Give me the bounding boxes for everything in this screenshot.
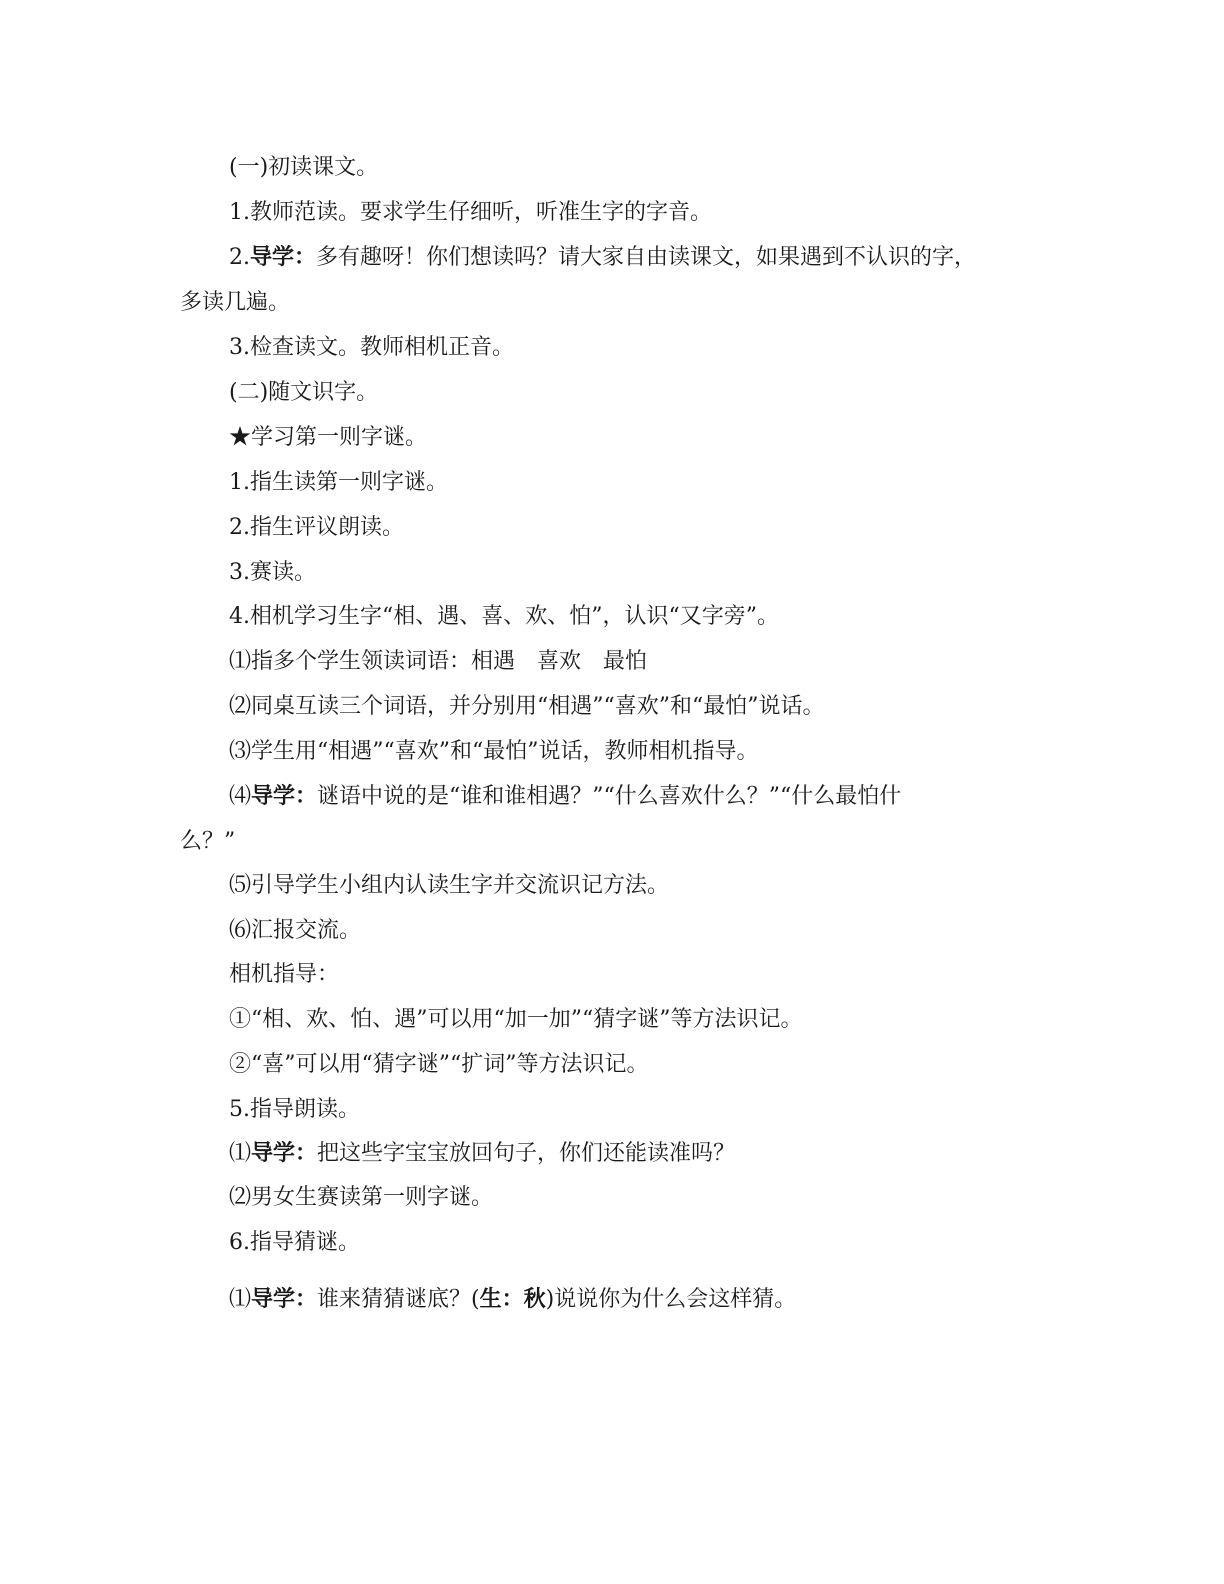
line-text: ⑵同桌互读三个词语，并分别用“相遇”“喜欢”和“最怕”说话。 (229, 694, 825, 719)
line-text: 谜语中说的是“谁和谁相遇？”“什么喜欢什么？”“什么最怕什 (317, 784, 902, 809)
line-text: 谁来猜猜谜底？ (317, 1287, 472, 1312)
guidance-heading (229, 960, 1059, 990)
line-text: 2.指生评议朗读。 (229, 515, 404, 540)
line-text: ⑴指多个学生领读词语：相遇 喜欢 最怕 (229, 649, 648, 674)
line-text: ⑶学生用“相遇”“喜欢”和“最怕”说话，教师相机指导。 (229, 739, 759, 764)
riddle-step-3 (229, 558, 1059, 588)
section-heading-first-reading (229, 153, 1059, 183)
line-text: 多读几遍。 (180, 290, 291, 315)
line-text: 3.检查读文。教师相机正音。 (229, 335, 514, 360)
line-text: ⑵男女生赛读第一则字谜。 (229, 1185, 494, 1210)
riddle-step-1 (229, 468, 1059, 498)
substep-2 (229, 692, 1059, 722)
substep-4 (229, 782, 1059, 812)
line-text: (二)随文识字。 (229, 380, 379, 405)
line-number: ⑷ (229, 784, 252, 809)
substep-1 (229, 647, 1059, 677)
line-text-tail: 说说你为什么会这样猜。 (554, 1287, 797, 1312)
student-answer: 生：秋 (479, 1287, 546, 1312)
line-text: ⑹汇报交流。 (229, 918, 362, 943)
line-text: 4.相机学习生字“相、遇、喜、欢、怕”，认识“又字旁”。 (229, 604, 779, 629)
line-text: 1.指生读第一则字谜。 (229, 470, 448, 495)
line-text: 相机指导： (229, 962, 340, 987)
line-text: 6.指导猜谜。 (229, 1230, 360, 1255)
step-1-teacher-reading (229, 198, 1059, 228)
line-text: ★学习第一则字谜。 (229, 425, 428, 450)
substep-4-continued (180, 827, 1010, 857)
reading-substep-2 (229, 1183, 1059, 1213)
riddle-step-2 (229, 513, 1059, 543)
guide-label: 导学： (251, 784, 318, 809)
line-text: 把这些字宝宝放回句子，你们还能读准吗？ (317, 1141, 736, 1166)
line-text: 1.教师范读。要求学生仔细听，听准生字的字音。 (229, 200, 712, 225)
paren-open: ( (471, 1287, 480, 1312)
substep-6 (229, 916, 1059, 946)
line-number: ⑴ (229, 1141, 252, 1166)
guidance-item-1 (229, 1005, 1059, 1035)
substep-3 (229, 737, 1059, 767)
guess-substep-1 (229, 1285, 1059, 1315)
step-2-guide (229, 243, 1059, 273)
line-text: 多有趣呀！你们想读吗？请大家自由读课文，如果遇到不认识的字， (316, 245, 977, 270)
line-text: 5.指导朗读。 (229, 1097, 360, 1122)
line-number: ⑴ (229, 1287, 252, 1312)
line-text: ⑸引导学生小组内认读生字并交流识记方法。 (229, 873, 670, 898)
riddle-step-6 (229, 1228, 1059, 1258)
subheading-first-riddle (229, 423, 1059, 453)
step-2-guide-continued (180, 288, 1010, 318)
guidance-item-2 (229, 1050, 1059, 1080)
section-heading-literacy (229, 378, 1059, 408)
line-text: ①“相、欢、怕、遇”可以用“加一加”“猜字谜”等方法识记。 (229, 1007, 803, 1032)
step-3-check-reading (229, 333, 1059, 363)
guide-label: 导学： (250, 245, 317, 270)
riddle-step-5 (229, 1095, 1059, 1125)
paren-close: ) (545, 1287, 555, 1312)
line-text: ②“喜”可以用“猜字谜”“扩词”等方法识记。 (229, 1052, 649, 1077)
line-text: 么？” (180, 829, 236, 854)
guide-label: 导学： (251, 1287, 318, 1312)
guide-label: 导学： (251, 1141, 318, 1166)
riddle-step-4 (229, 602, 1059, 632)
substep-5 (229, 871, 1059, 901)
reading-substep-1 (229, 1139, 1059, 1169)
line-text: 3.赛读。 (229, 560, 316, 585)
line-number: 2. (229, 245, 250, 270)
line-text: (一)初读课文。 (229, 155, 379, 180)
